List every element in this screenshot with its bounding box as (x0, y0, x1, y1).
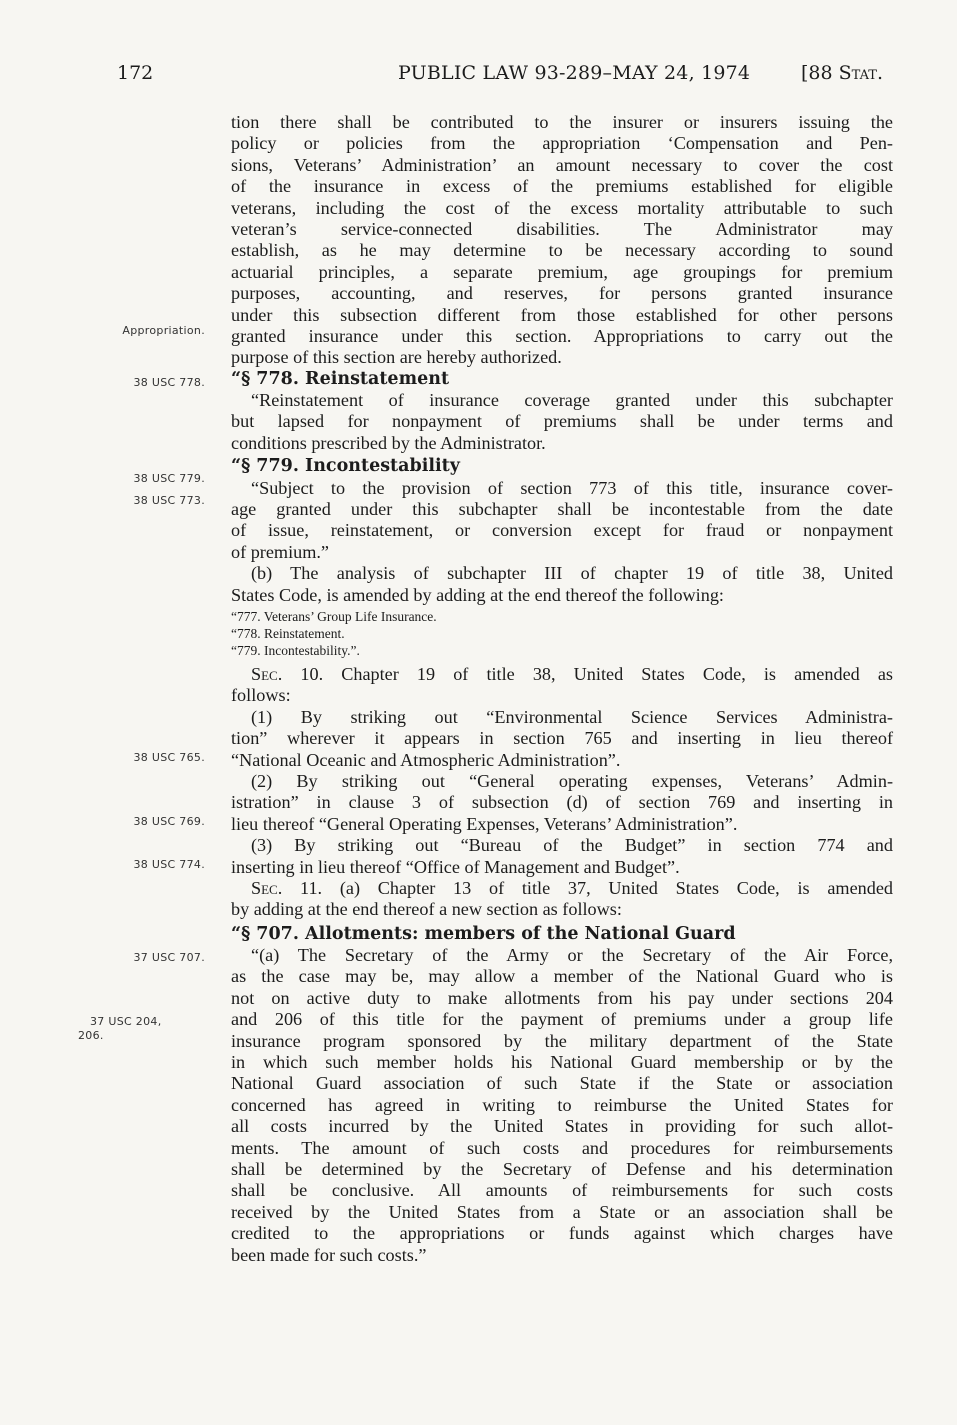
text-line: policy or policies from the appropriation ‘Compensation and Pen- (231, 133, 893, 154)
paragraph-reinstatement (231, 390, 893, 454)
text-line: National Guard association of such State if the State or association (231, 1073, 893, 1094)
analysis-item: “779. Incontestability.”. (231, 642, 360, 658)
text-line: “National Oceanic and Atmospheric Administration”. (231, 749, 621, 770)
text-line: been made for such costs.” (231, 1244, 427, 1265)
margin-note-38-usc-773: 38 USC 773. (133, 494, 205, 507)
paragraph-incontestability (231, 478, 893, 564)
margin-note-37-usc-204-line1: 37 USC 204, (90, 1015, 162, 1028)
section-label: Sec. (251, 877, 283, 898)
text-line: but lapsed for nonpayment of premiums shall be under terms and (231, 411, 893, 432)
text-line: insurance program sponsored by the military department of the State (231, 1030, 893, 1051)
text-line: (3) By striking out “Bureau of the Budget” in section 774 and (251, 835, 893, 856)
text-line: (b) The analysis of subchapter III of chapter 19 of title 38, United (251, 563, 893, 584)
main-text-column (231, 112, 893, 1266)
text-line: tion there shall be contributed to the insurer or insurers issuing the (231, 112, 893, 132)
section-label: Sec. (251, 663, 283, 684)
page-header (0, 62, 957, 92)
paragraph-item-3 (231, 835, 893, 878)
text-line: shall be conclusive. All amounts of reimbursements for such costs (231, 1180, 893, 1201)
text-line: under this subsection different from those established for other persons (231, 304, 893, 325)
analysis-item: “778. Reinstatement. (231, 625, 345, 641)
text-line: of premium.” (231, 541, 329, 562)
text-line: sions, Veterans’ Administration’ an amount necessary to cover the cost (231, 154, 893, 175)
section-text: 11. (a) Chapter 13 of title 37, United States Code, is amended (282, 877, 893, 898)
text-line (231, 878, 893, 899)
text-line: ments. The amount of such costs and procedures for reimbursements (231, 1137, 893, 1158)
text-line: follows: (231, 685, 291, 706)
running-title: PUBLIC LAW 93-289–MAY 24, 1974 (398, 62, 751, 84)
text-line: (2) By striking out “General operating expenses, Veterans’ Admin- (251, 770, 893, 791)
text-line: received by the United States from a State or an association shall be (231, 1201, 893, 1222)
margin-note-37-usc-707: 37 USC 707. (133, 951, 205, 964)
text-line: istration” in clause 3 of subsection (d) of section 769 and inserting in (231, 792, 893, 813)
text-line: age granted under this subchapter shall be incontestable from the date (231, 499, 893, 520)
margin-note-38-usc-765: 38 USC 765. (133, 751, 205, 764)
statute-reference-prefix: [88 (801, 62, 839, 84)
margin-note-38-usc-779: 38 USC 779. (133, 472, 205, 485)
text-line: “Reinstatement of insurance coverage granted under this subchapter (251, 390, 893, 411)
text-line: not on active duty to make allotments from his pay under sections 204 (231, 987, 893, 1008)
text-line: States Code, is amended by adding at the end thereof the following: (231, 584, 724, 605)
text-line: actuarial principles, a separate premium, age groupings for premium (231, 261, 893, 282)
statute-reference (801, 62, 883, 84)
text-line: as the case may be, may allow a member of the National Guard who is (231, 966, 893, 987)
paragraph-item-1 (231, 707, 893, 771)
text-line: tion” wherever it appears in section 765 and inserting in lieu thereof (231, 728, 893, 749)
text-line: (1) By striking out “Environmental Science Services Administra- (251, 706, 893, 727)
paragraph-section-11 (231, 878, 893, 921)
text-line: of the insurance in excess of the premiums established for eligible (231, 176, 893, 197)
text-line: inserting in lieu thereof “Office of Management and Budget”. (231, 856, 680, 877)
text-line: in which such member holds his National Guard membership or by the (231, 1052, 893, 1073)
paragraph-premium-contribution (231, 112, 893, 369)
paragraph-allotments (231, 945, 893, 1266)
section-heading-707: “§ 707. Allotments: members of the National Guard (231, 923, 736, 944)
text-line: purposes, accounting, and reserves, for persons granted insurance (231, 283, 893, 304)
text-line: conditions prescribed by the Administrator. (231, 432, 546, 453)
page-number: 172 (117, 62, 154, 84)
text-line: lieu thereof “General Operating Expenses, Veterans’ Administration”. (231, 813, 738, 834)
section-text: 10. Chapter 19 of title 38, United States Code, is amended as (282, 663, 893, 684)
text-line: shall be determined by the Secretary of Defense and his determination (231, 1158, 893, 1179)
text-line: veterans, including the cost of the excess mortality attributable to such (231, 197, 893, 218)
text-line: by adding at the end thereof a new section as follows: (231, 899, 622, 920)
section-heading-778: “§ 778. Reinstatement (231, 368, 450, 389)
paragraph-analysis-amendment (231, 563, 893, 606)
text-line: concerned has agreed in writing to reimburse the United States for (231, 1094, 893, 1115)
text-line: “(a) The Secretary of the Army or the Secretary of the Air Force, (251, 945, 893, 966)
text-line: veteran’s service-connected disabilities. The Administrator may (231, 218, 893, 239)
text-line (231, 664, 893, 685)
margin-note-37-usc-204 (78, 1015, 162, 1043)
margin-note-38-usc-778: 38 USC 778. (133, 376, 205, 389)
margin-note-38-usc-774: 38 USC 774. (133, 858, 205, 871)
text-line: “Subject to the provision of section 773 of this title, insurance cover- (251, 477, 893, 498)
text-line: purpose of this section are hereby authorized. (231, 347, 562, 368)
margin-note-37-usc-204-line2: 206. (78, 1029, 104, 1042)
text-line: all costs incurred by the United States in providing for such allot- (231, 1116, 893, 1137)
text-line: of issue, reinstatement, or conversion except for fraud or nonpayment (231, 520, 893, 541)
margin-note-38-usc-769: 38 USC 769. (133, 815, 205, 828)
text-line: establish, as he may determine to be necessary according to sound (231, 240, 893, 261)
paragraph-item-2 (231, 771, 893, 835)
analysis-list (231, 608, 893, 659)
analysis-item: “777. Veterans’ Group Life Insurance. (231, 608, 437, 624)
text-line: credited to the appropriations or funds against which charges have (231, 1223, 893, 1244)
paragraph-section-10 (231, 664, 893, 707)
text-line: granted insurance under this section. Appropriations to carry out the (231, 325, 893, 346)
statute-reference-stat: Stat. (838, 62, 884, 84)
section-heading-779: “§ 779. Incontestability (231, 456, 460, 477)
text-line: and 206 of this title for the payment of premiums under a group life (231, 1009, 893, 1030)
margin-note-appropriation: Appropriation. (122, 324, 205, 337)
